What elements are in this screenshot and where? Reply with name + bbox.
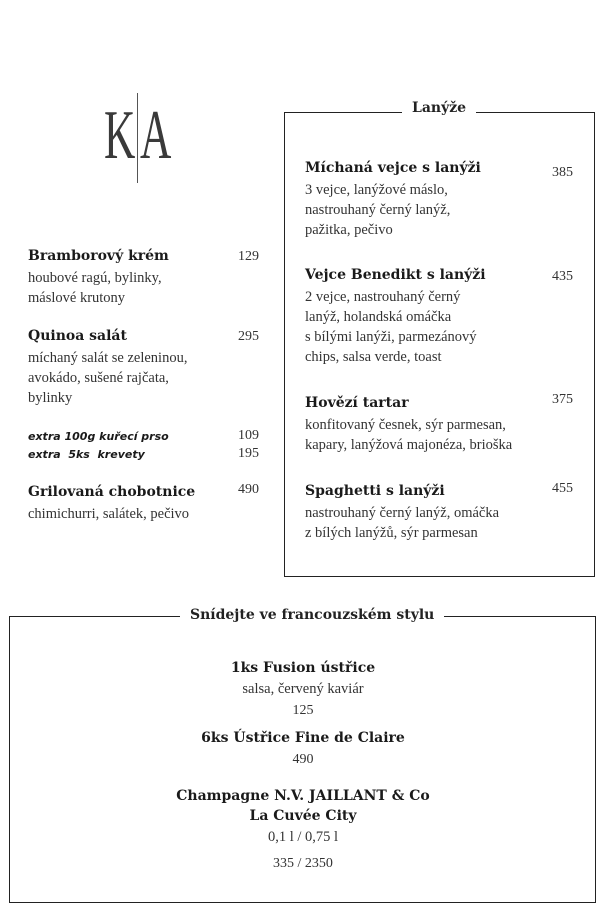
item-price: 295 (238, 329, 259, 344)
item-desc: 2 vejce, nastrouhaný černý lanýž, holandská omáčka s bílými lanýži, parmezánový chips, salsa verde, toast (305, 289, 477, 365)
extra-label: extra 100g kuřecí prso (28, 430, 169, 443)
item-name: Grilovaná chobotnice (28, 484, 196, 500)
item-price: 490 (238, 482, 259, 497)
item-name: Hovězí tartar (305, 395, 409, 411)
item-desc: nastrouhaný černý lanýž, omáčka z bílých lanýžů, sýr parmesan (305, 505, 500, 541)
item-desc: 3 vejce, lanýžové máslo, nastrouhaný černý lanýž, pažitka, pečivo (305, 182, 451, 238)
item-price: 375 (552, 392, 573, 407)
truffle-menu-title: Lanýže (402, 100, 476, 116)
french-menu-title: Snídejte ve francouzském stylu (180, 607, 444, 623)
logo-letter-k: K (104, 97, 136, 174)
oyster-fine-de-claire-price: 490 (292, 752, 314, 767)
oyster-fusion-desc: salsa, červený kaviár (242, 681, 364, 697)
item-name: Vejce Benedikt s lanýži (305, 267, 486, 283)
logo-divider (137, 93, 138, 183)
champagne-price: 335 / 2350 (273, 856, 333, 871)
item-name: Bramborový krém (28, 248, 169, 264)
oyster-fusion-name: 1ks Fusion ústřice (230, 660, 376, 676)
item-desc: chimichurri, salátek, pečivo (28, 506, 190, 522)
item-desc: houbové ragú, bylinky, máslové krutony (28, 270, 162, 306)
champagne-name: Champagne N.V. JAILLANT & Co (176, 788, 430, 804)
extra-price: 109 (238, 428, 259, 443)
item-price: 385 (552, 165, 573, 180)
item-price: 435 (552, 269, 573, 284)
logo (104, 93, 172, 183)
item-name: Míchaná vejce s lanýži (305, 160, 481, 176)
extra-price: 195 (238, 446, 259, 461)
oyster-fine-de-claire-name: 6ks Ústřice Fine de Claire (201, 730, 405, 746)
item-desc: míchaný salát se zeleninou, avokádo, sušené rajčata, bylinky (28, 350, 188, 406)
logo-letter-a: A (140, 97, 172, 174)
item-desc: konfitovaný česnek, sýr parmesan, kapary, lanýžová majonéza, brioška (305, 417, 513, 453)
item-name: Spaghetti s lanýži (305, 483, 445, 499)
oyster-fusion-price: 125 (292, 703, 314, 718)
champagne-volume: 0,1 l / 0,75 l (267, 829, 339, 845)
champagne-name-line2: La Cuvée City (249, 808, 357, 824)
item-price: 455 (552, 481, 573, 496)
item-price: 129 (238, 249, 259, 264)
extra-label: extra 5ks krevety (28, 448, 145, 461)
item-name: Quinoa salát (28, 328, 127, 344)
